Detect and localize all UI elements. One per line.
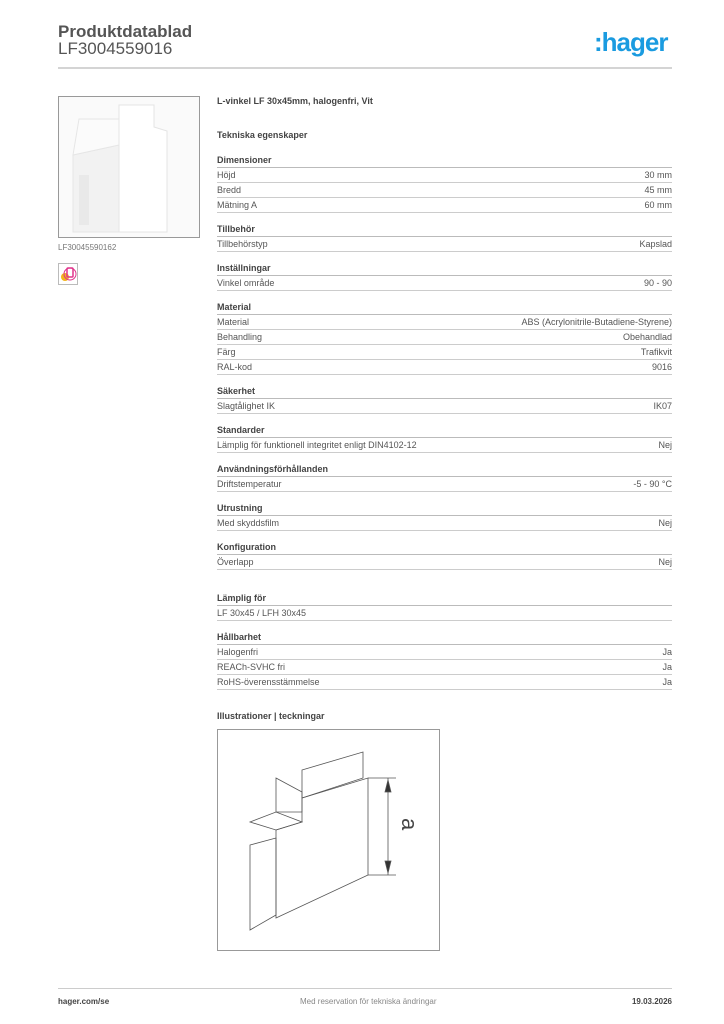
spec-label: Färg bbox=[217, 347, 236, 357]
spec-label: Material bbox=[217, 317, 250, 327]
spec-section bbox=[217, 301, 672, 375]
spec-row bbox=[217, 399, 672, 414]
spec-row bbox=[217, 477, 672, 492]
spec-row bbox=[217, 330, 672, 345]
illustration-title: Illustrationer | teckningar bbox=[217, 711, 325, 721]
section-title: Konfiguration bbox=[217, 541, 672, 555]
page-title: Produktdatablad bbox=[58, 22, 193, 41]
spec-label: Slagtålighet IK bbox=[217, 401, 276, 411]
section-title: Säkerhet bbox=[217, 385, 672, 399]
header-divider bbox=[58, 67, 672, 69]
spec-value: Ja bbox=[662, 677, 672, 687]
spec-label: Överlapp bbox=[217, 557, 254, 567]
product-name: L-vinkel LF 30x45mm, halogenfri, Vit bbox=[217, 96, 373, 106]
spec-value: 90 - 90 bbox=[643, 278, 672, 288]
hager-logo: :hager bbox=[594, 27, 668, 57]
spec-section bbox=[217, 541, 672, 570]
spec-value: IK07 bbox=[653, 401, 672, 411]
section-title: Lämplig för bbox=[217, 592, 672, 606]
spec-label: Lämplig för funktionell integritet enligt DIN4102-12 bbox=[217, 440, 417, 450]
spec-value: 30 mm bbox=[644, 170, 672, 180]
footer-note: Med reservation för tekniska ändringar bbox=[300, 997, 437, 1006]
spec-row bbox=[217, 345, 672, 360]
spec-label: Halogenfri bbox=[217, 647, 259, 657]
spec-row bbox=[217, 675, 672, 690]
spec-row bbox=[217, 660, 672, 675]
spec-section bbox=[217, 502, 672, 531]
product-image bbox=[58, 96, 200, 238]
product-code: LF3004559016 bbox=[58, 39, 173, 58]
spec-value: Kapslad bbox=[639, 239, 672, 249]
spec-content bbox=[217, 96, 672, 690]
spec-value: -5 - 90 °C bbox=[633, 479, 672, 489]
spec-section bbox=[217, 463, 672, 492]
spec-row bbox=[217, 645, 672, 660]
spec-row bbox=[217, 360, 672, 375]
image-code: LF30045590162 bbox=[58, 243, 117, 252]
spec-value: Trafikvit bbox=[640, 347, 672, 357]
section-title: Användningsförhållanden bbox=[217, 463, 672, 477]
spec-label: LF 30x45 / LFH 30x45 bbox=[217, 608, 307, 618]
spec-label: RoHS-överensstämmelse bbox=[217, 677, 320, 687]
footer-divider bbox=[58, 988, 672, 989]
halogen-free-icon bbox=[58, 263, 78, 285]
spec-value: Obehandlad bbox=[622, 332, 672, 342]
spec-row bbox=[217, 555, 672, 570]
spec-row bbox=[217, 168, 672, 183]
spec-label: Bredd bbox=[217, 185, 242, 195]
footer-site-link[interactable]: hager.com/se bbox=[58, 997, 110, 1006]
spec-row bbox=[217, 438, 672, 453]
section-title: Utrustning bbox=[217, 502, 672, 516]
spec-label: Tillbehörstyp bbox=[217, 239, 268, 249]
spec-value: 45 mm bbox=[644, 185, 672, 195]
spec-row bbox=[217, 516, 672, 531]
spec-label: Driftstemperatur bbox=[217, 479, 282, 489]
spec-section bbox=[217, 592, 672, 621]
spec-section bbox=[217, 262, 672, 291]
spec-value: Ja bbox=[662, 647, 672, 657]
footer-date: 19.03.2026 bbox=[631, 997, 672, 1006]
section-title: Hållbarhet bbox=[217, 631, 672, 645]
spec-row bbox=[217, 276, 672, 291]
spec-sections bbox=[217, 154, 672, 690]
section-title: Dimensioner bbox=[217, 154, 672, 168]
spec-value: Nej bbox=[658, 440, 672, 450]
technical-drawing bbox=[217, 729, 440, 951]
spec-value: 60 mm bbox=[644, 200, 672, 210]
spec-label: Med skyddsfilm bbox=[217, 518, 280, 528]
section-title: Material bbox=[217, 301, 672, 315]
spec-section bbox=[217, 154, 672, 213]
spec-section bbox=[217, 631, 672, 690]
section-title: Tillbehör bbox=[217, 223, 672, 237]
tech-heading: Tekniska egenskaper bbox=[217, 130, 308, 140]
spec-value: ABS (Acrylonitrile-Butadiene-Styrene) bbox=[521, 317, 672, 327]
spec-label: Höjd bbox=[217, 170, 236, 180]
spec-label: Behandling bbox=[217, 332, 263, 342]
spec-row bbox=[217, 183, 672, 198]
spec-label: Mätning A bbox=[217, 200, 258, 210]
spec-row bbox=[217, 315, 672, 330]
dimension-a-label: a bbox=[397, 818, 422, 831]
section-title: Inställningar bbox=[217, 262, 672, 276]
spec-label: Vinkel område bbox=[217, 278, 275, 288]
spec-row bbox=[217, 237, 672, 252]
spec-value: Ja bbox=[662, 662, 672, 672]
spec-row bbox=[217, 198, 672, 213]
spec-label: RAL-kod bbox=[217, 362, 253, 372]
spec-label: REACh-SVHC fri bbox=[217, 662, 286, 672]
spec-value: Nej bbox=[658, 518, 672, 528]
spec-value: Nej bbox=[658, 557, 672, 567]
section-title: Standarder bbox=[217, 424, 672, 438]
spec-row bbox=[217, 606, 672, 621]
spec-section bbox=[217, 424, 672, 453]
spec-section bbox=[217, 223, 672, 252]
spec-value: 9016 bbox=[651, 362, 672, 372]
spec-section bbox=[217, 385, 672, 414]
